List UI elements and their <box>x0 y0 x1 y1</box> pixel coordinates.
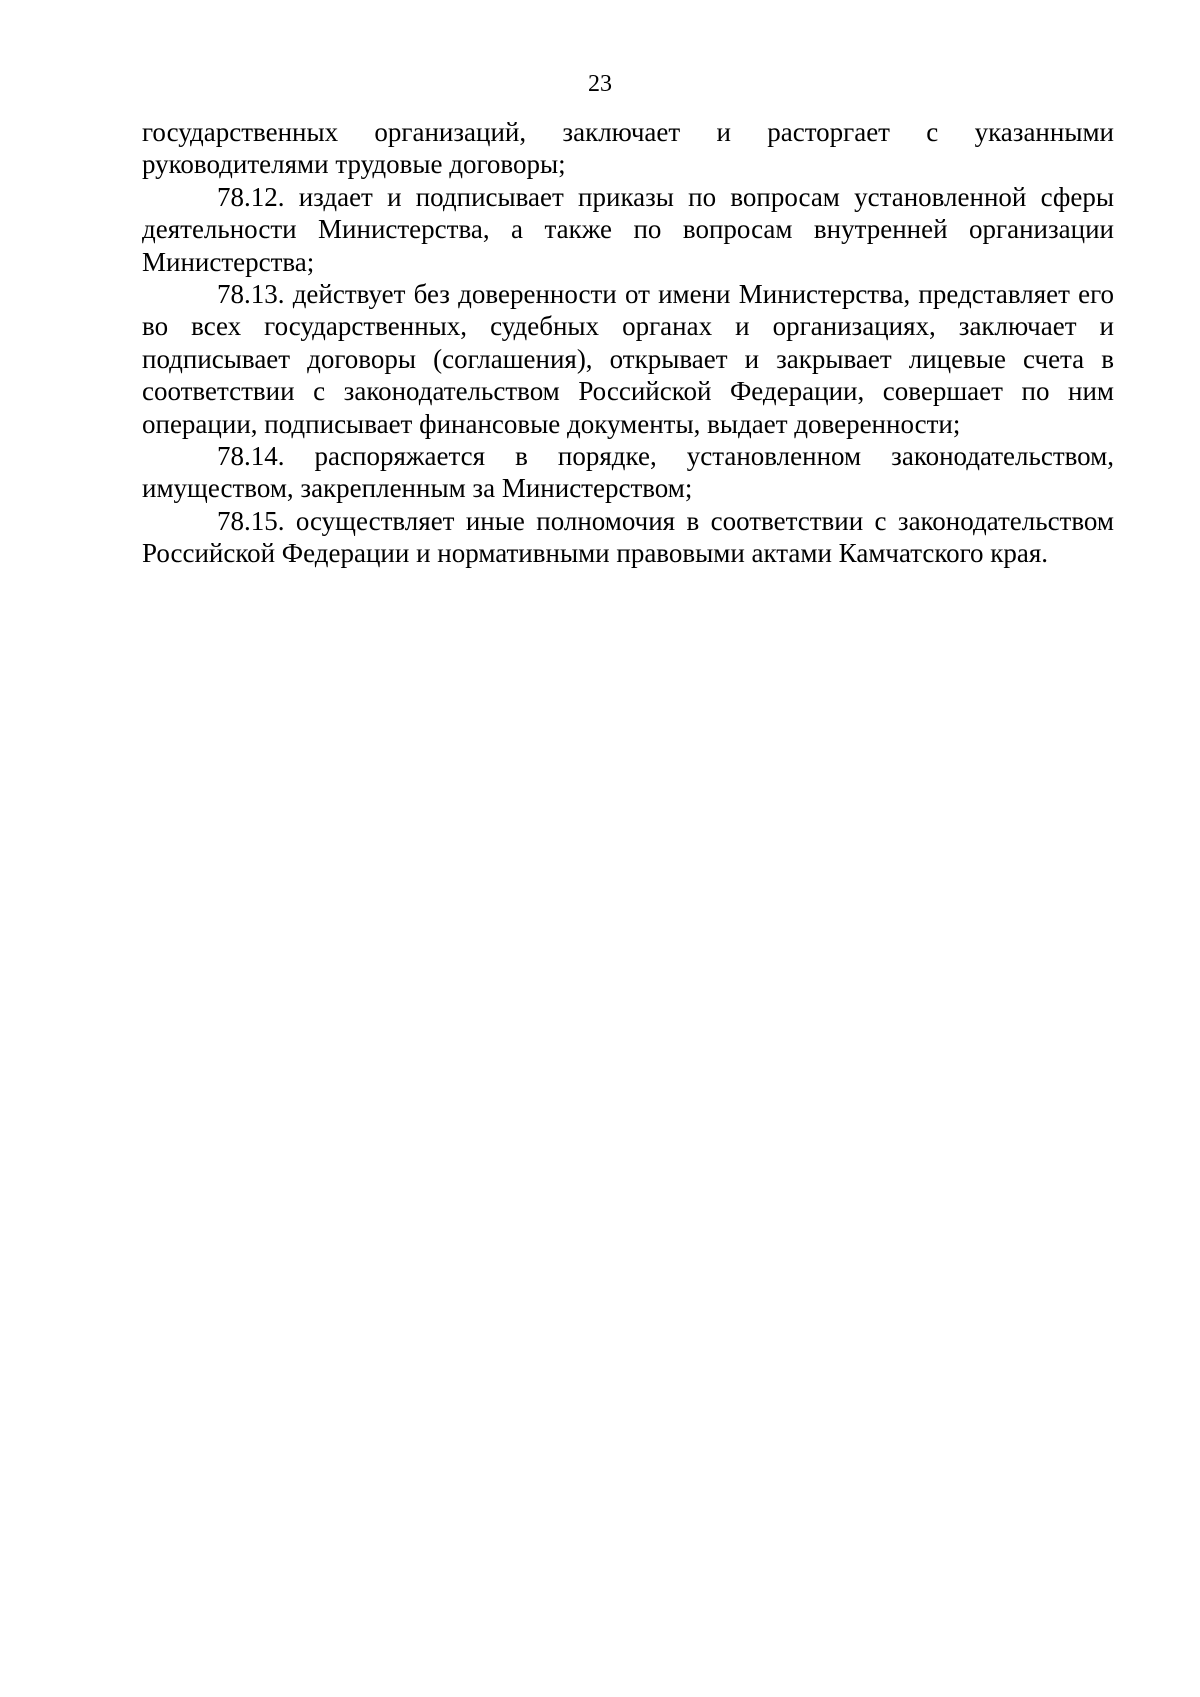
paragraph-continuation: государственных организаций, заключает и расторгает с указанными руководителями трудовые договоры; <box>142 117 1114 180</box>
page-number: 23 <box>588 71 612 97</box>
paragraph-78-15: 78.15. осуществляет иные полномочия в соответствии с законодательством Российской Федерации и нормативными правовыми актами Камчатского края. <box>142 505 1114 569</box>
paragraph-78-14: 78.14. распоряжается в порядке, установленном законодательством, имуществом, закрепленным за Министерством; <box>142 441 1114 504</box>
paragraph-78-13: 78.13. действует без доверенности от имени Министерства, представляет его во всех государственных, судебных органах и организациях, заключает и подписывает договоры (соглашения), открывает и закрывает лицевые счета в соответствии с законодательством Российской Федерации, совершает по ним операции, подписывает финансовые документы, выдает доверенности; <box>142 279 1114 439</box>
document-body <box>142 116 1114 570</box>
paragraph-78-12: 78.12. издает и подписывает приказы по вопросам установленной сферы деятельности Министерства, а также по вопросам внутренней организации Министерства; <box>142 181 1114 277</box>
